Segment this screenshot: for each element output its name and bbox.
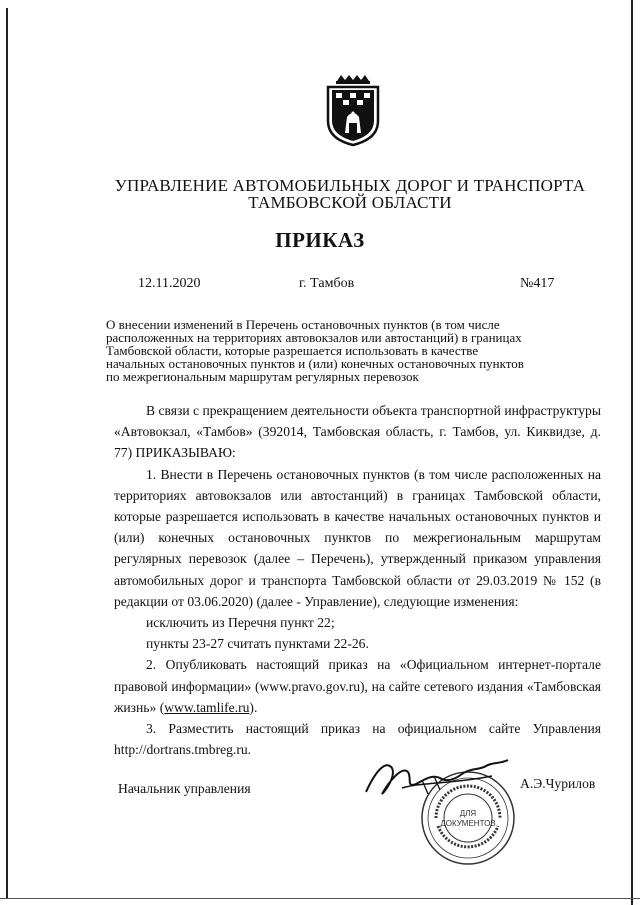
subject-line: по межрегиональным маршрутам регулярных перевозок: [106, 369, 419, 384]
item-2-paragraph: [114, 654, 601, 718]
scan-edge-right: [631, 0, 633, 905]
item-2-text-end: ).: [249, 699, 258, 715]
signatory-position: Начальник управления: [118, 781, 251, 796]
subject-line: расположенных на территориях автовокзалов или автостанций) в границах: [106, 330, 522, 345]
tamlife-link[interactable]: www.tamlife.ru: [164, 699, 250, 715]
document-city: г. Тамбов: [299, 276, 355, 291]
item-1-change-a: исключить из Перечня пункт 22;: [146, 615, 335, 631]
item-3-paragraph: 3. Разместить настоящий приказ на официальном сайте Управления http://dortrans.tmbreg.ru.: [114, 721, 601, 758]
document-subject: [106, 318, 596, 383]
stamp-text-line2: ДОКУМЕНТОВ: [440, 819, 496, 828]
subject-line: Тамбовской области, которые разрешается использовать в качестве: [106, 343, 479, 358]
item-1-paragraph: 1. Внести в Перечень остановочных пунктов (в том числе расположенных на территориях автовокзалов или автостанций) в границах Тамбовской области, которые разрешается использовать в качестве начальных остановочных пунктов и (или) конечных остановочных пунктов по межрегиональным маршрутам регулярных перевозок (далее – Перечень), утвержденный приказом управления автомобильных дорог и транспорта Тамбовской области от 29.03.2019 № 152 (в редакции от 03.06.2020) (далее - Управление), следующие изменения:: [114, 466, 601, 609]
document-body: [114, 400, 601, 760]
document-title: ПРИКАЗ: [275, 228, 365, 252]
item-2-text: 2. Опубликовать настоящий приказ на «Официальном интернет-портале правовой информации» (www.pravo.gov.ru), на сайте сетевого издания «Тамбовская жизнь» (: [114, 657, 601, 715]
document-date: 12.11.2020: [138, 276, 201, 291]
organization-name-line2: ТАМБОВСКОЙ ОБЛАСТИ: [248, 193, 452, 212]
organization-name-line1: УПРАВЛЕНИЕ АВТОМОБИЛЬНЫХ ДОРОГ И ТРАНСПОРТА: [114, 176, 586, 195]
subject-line: начальных остановочных пунктов и (или) конечных остановочных пунктов: [106, 356, 524, 371]
scan-bottom-edge: [0, 898, 640, 899]
document-number: №417: [520, 276, 555, 291]
tambov-coat-of-arms-icon: [323, 75, 383, 147]
subject-line: О внесении изменений в Перечень остановочных пунктов (в том числе: [106, 317, 500, 332]
item-1-change-b: пункты 23-27 считать пунктами 22-26.: [146, 636, 369, 652]
scan-edge-left: [6, 8, 8, 898]
preamble-paragraph: В связи с прекращением деятельности объекта транспортной инфраструктуры «Автовокзал, «Тамбов» (392014, Тамбовская область, г. Тамбов, ул. Киквидзе, д. 77) ПРИКАЗЫВАЮ:: [114, 403, 601, 461]
signatory-name: А.Э.Чурилов: [520, 776, 596, 791]
handwritten-signature: [362, 750, 512, 810]
stamp-text-line1: ДЛЯ: [459, 809, 477, 818]
